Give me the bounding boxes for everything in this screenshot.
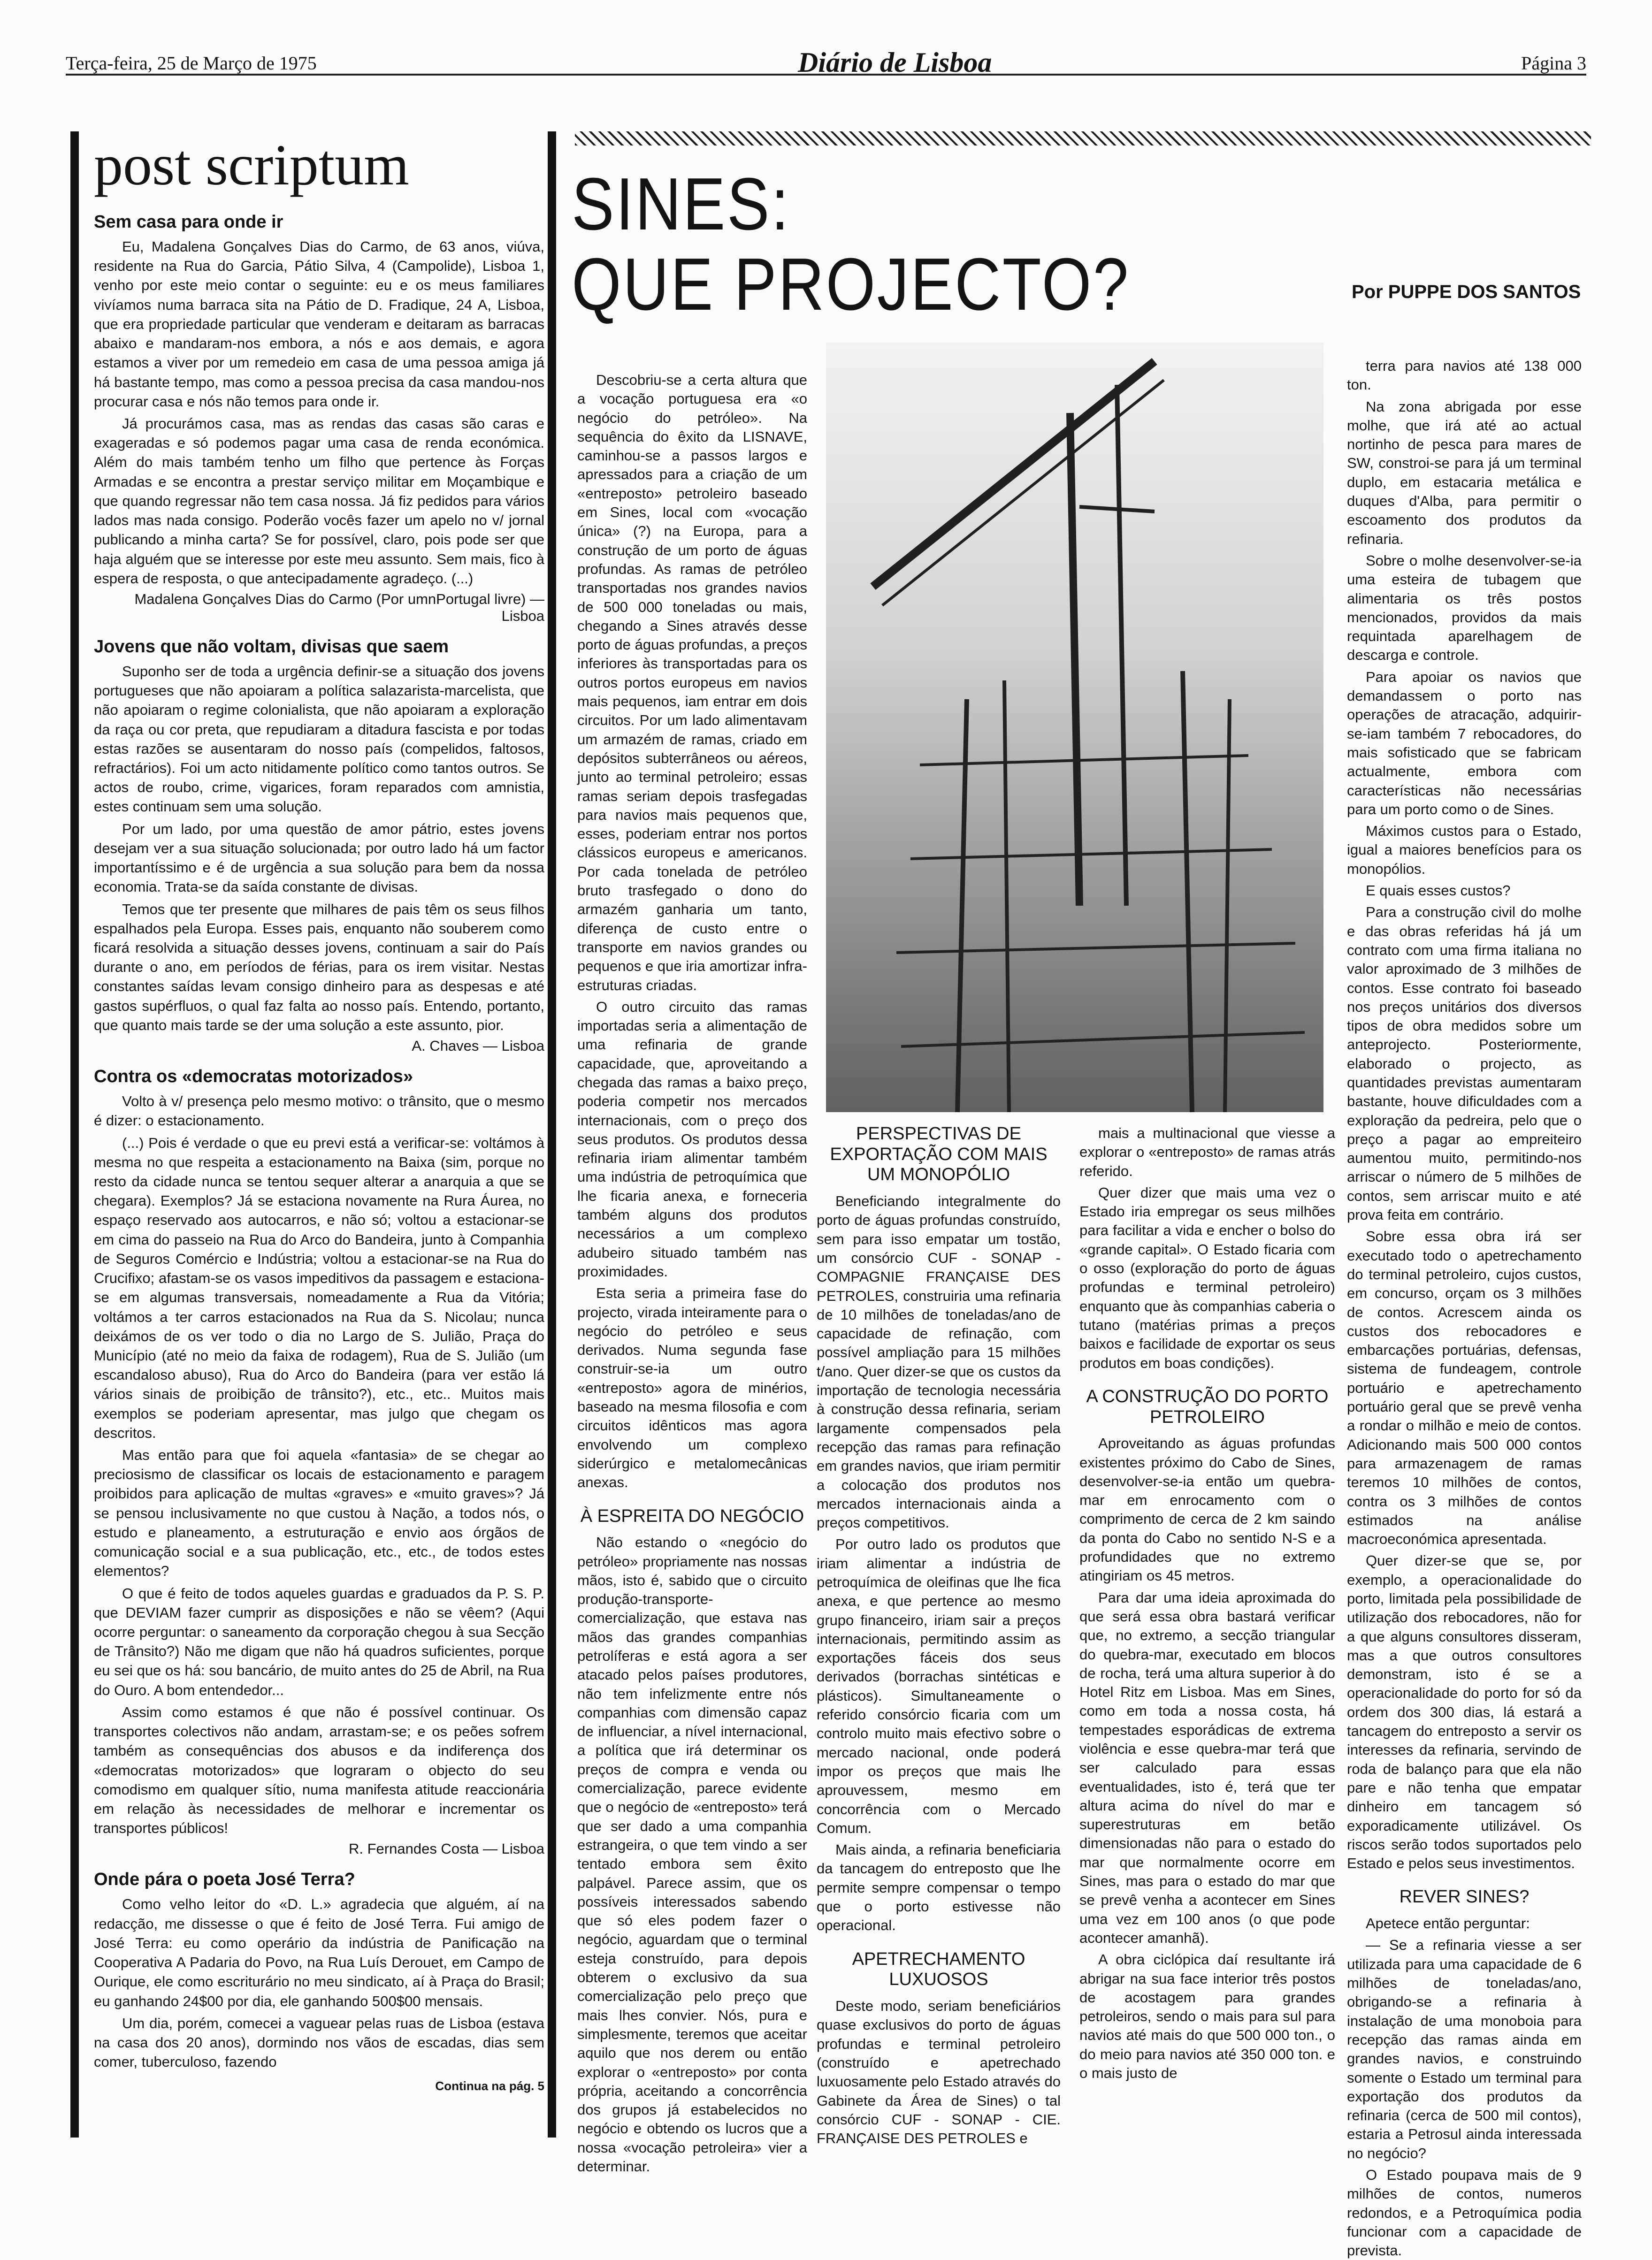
paragraph: Aproveitando as águas profundas existentes próximo do Cabo de Sines, desenvolver-se-ia então um quebra-mar em enrocamento com o comprimento de cerca de 2 km saindo da ponta do Cabo no sentido N-S e a profundidades que no extremo atingiriam os 45 metros. [1079, 1435, 1335, 1584]
letter-paragraph: O que é feito de todos aqueles guardas e graduados da P. S. P. que DEVIAM fazer cumprir as disposições e não se vêem? (Aqui ocorre perguntar: o saneamento da corporação chegou à sua Secção de Trânsito?) Não me digam que não há quadros suficientes, porque eu sei que os há: sou bancário, de muito antes do 25 de Abril, na Rua do Ouro. A bom entendedor... [94, 1585, 544, 1698]
paragraph: terra para navios até 138 000 ton. [1347, 358, 1582, 393]
paragraph: Não estando o «negócio do petróleo» propriamente nas nossas mãos, isto é, sabido que o circuito produção-transporte-comercialização, que estava nas mãos das grandes companhias petrolíferas e está agora a ser atacado pelos países produtores, não tem infelizmente entre nós companhias com dimensão capaz de influenciar, a nível internacional, a política que irá determinar os preços de compra e venda ou comercialização, parece evidente que o negócio de «entreposto» terá que ser dado a uma companhia estrangeira, o que tem vindo a ser tentado embora sem êxito palpável. Parece assim, que os possíveis interessados sabendo que só eles podem fazer o negócio, aguardam que o terminal esteja construído, para depois obterem o exclusivo da sua comercialização pelo preço que mais lhes convier. Nós, pura e simplesmente, teremos que aceitar aquilo que nos derem ou então explorar o «entreposto» por conta própria, aceitando a concorrência dos grupos já estabelecidos no negócio e obtendo os lucros que a nossa «vocação petroleira» vier a determinar. [577, 1534, 807, 2175]
headline-line-1: SINES: [572, 163, 791, 245]
article-column-2 [817, 1124, 1061, 2177]
paragraph: Para dar uma ideia aproximada do que será essa obra bastará verificar que, no extremo, a secção triangular do quebra-mar, executado em blocos de rocha, terá uma altura superior à do Hotel Ritz em Lisboa. Mas em Sines, como em toda a nossa costa, há tempestades esporádicas de extrema violência e esse quebra-mar terá que ser calculado para essas eventualidades, isto é, terá que ter altura acima do nível do mar e superestruturas em betão dimensionadas não para o estado do mar que normalmente ocorre em Sines, mas para o estado do mar que se prevê venha a acontecer em Sines uma vez em 100 anos (o que pode acontecer amanhã). [1079, 1589, 1335, 1946]
subhead-apetrechamento: APETRECHAMENTO LUXUOSOS [852, 1949, 1025, 1990]
subhead-perspectivas: PERSPECTIVAS DE EXPORTAÇÃO COM MAIS UM MONOPÓLIO [830, 1124, 1048, 1185]
post-scriptum-title: post scriptum [94, 133, 409, 197]
post-scriptum-column [94, 133, 544, 2135]
letter-paragraph: Um dia, porém, comecei a vaguear pelas ruas de Lisboa (estava na casa dos 20 anos), dormindo nos vãos de escadas, dias sem comer, tuberculoso, fazendo [94, 2015, 544, 2070]
paragraph: E quais esses custos? [1366, 882, 1511, 899]
paragraph: Quer dizer-se que se, por exemplo, a operacionalidade do porto, limitada pela possibilidade de utilização dos rebocadores, não for a que alguns consultores disseram, mas a que outros consultores demonstram, isto é se a operacionalidade do porto for só da ordem dos 300 dias, lá estará a tancagem do entreposto a servir os interesses da refinaria, servindo de roda de balanço para que ela não pare e não tenha que empatar dinheiro em tancagem só exporadicamente utilizável. Os riscos serão todos suportados pelo Estado e pelos seus investimentos. [1347, 1552, 1582, 1872]
column-3-text [1079, 1124, 1335, 1373]
letter-paragraph: Assim como estamos é que não é possível continuar. Os transportes colectivos não andam, arrastam-se; e os peões sofrem também as consequências dos abusos e da indiferença dos «democratas motorizados» que lograram o objecto do seu comodismo em qualquer sítio, numa manifesta atitude reaccionária em relação às necessidades de melhorar e incrementar os transportes públicos! [94, 1703, 544, 1837]
hatched-banner [575, 131, 1591, 145]
paragraph: Por outro lado os produtos que iriam alimentar a indústria de petroquímica de oleifinas que lhe fica anexa, e que pertence ao mesmo grupo financeiro, iriam sair a preços internacionais, permitindo assim as exportações fáceis dos seus derivados (borrachas sintéticas e plásticos). Simultaneamente o referido consórcio ficaria com um controlo muito mais efectivo sobre o mercado nacional, onde poderá impor os preços que mais lhe aprouvessem, mesmo em concorrência com o Mercado Comum. [817, 1536, 1061, 1836]
column-4-text [1347, 357, 1582, 1873]
letter-paragraph: Por um lado, por uma questão de amor pátrio, estes jovens desejam ver a sua situação solucionada; por outro lado há um factor importantíssimo e é de urgência a sua solução para bem da nossa economia. Trata-se da saída constante de divisas. [94, 820, 544, 895]
continued-note: Continua na pág. 5 [435, 2079, 544, 2093]
letter-heading: Contra os «democratas motorizados» [94, 1067, 413, 1087]
article-headline [572, 164, 1130, 324]
paragraph: Apetece então perguntar: [1366, 1915, 1530, 1932]
column-3b-text [1079, 1434, 1335, 2083]
issue-date: Terça-feira, 25 de Março de 1975 [66, 53, 317, 74]
letter-heading: Onde pára o poeta José Terra? [94, 1870, 355, 1890]
paragraph: Deste modo, seriam beneficiários quase exclusivos do porto de águas profundas e terminal petroleiro (construído e apetrechado luxuosamente pelo Estado através do Gabinete da Área de Sines) o tal consórcio CUF - SONAP - CIE. FRANÇAISE DES PETROLES e [817, 1998, 1061, 2147]
paragraph: Mais ainda, a refinaria beneficiaria da tancagem do entreposto que lhe permite sempre compensar o tempo que o porto estivesse não operacional. [817, 1841, 1061, 1934]
newspaper-name: Diário de Lisboa [798, 47, 992, 78]
letter-paragraph: Já procurámos casa, mas as rendas das casas são caras e exageradas e só podemos pagar uma casa de renda económica. Além do mais também tenho um filho que pertence às Forças Armadas e se encontra a prestar serviço militar em Moçambique e que quando regressar não tem casa nossa. Já fiz pedidos para vários lados mas nada consigo. Poderão vocês fazer um apelo no v/ jornal publicando a minha carta? Se for possível, claro, pois pode ser que haja alguém que se interesse por este meu assunto. Sem mais, fico à espera de resposta, o que antecipadamente agradeço. (...) [94, 415, 544, 587]
letter-signature: Madalena Gonçalves Dias do Carmo (Por umnPortugal livre) — Lisboa [134, 590, 544, 624]
letter-heading: Jovens que não voltam, divisas que saem [94, 636, 449, 657]
paragraph: — Se a refinaria viesse a ser utilizada para uma capacidade de 6 milhões de toneladas/ano, obrigando-se a refinaria à instalação de uma monoboia para recepção das ramas ainda em grandes navios, e construindo somente o Estado um terminal para exportação dos produtos da refinaria (cerca de 500 mil contos), estaria a Petrosul ainda interessada no negócio? [1347, 1937, 1582, 2161]
letters-list [94, 212, 544, 2071]
paragraph: Máximos custos para o Estado, igual a maiores benefícios para os monopólios. [1347, 823, 1582, 877]
paragraph: Para apoiar os navios que demandassem o porto nas operações de atracação, adquirir-se-iam também 7 rebocadores, do mais sofisticado que se fabricam actualmente, embora com características não necessárias para um porto como o de Sines. [1347, 668, 1582, 817]
paragraph: Sobre o molhe desenvolver-se-ia uma esteira de tubagem que alimentaria os três postos mencionados, providos da mais requintada aparelhagem de descarga e controle. [1347, 552, 1582, 664]
letter-signature: R. Fernandes Costa — Lisboa [349, 1840, 544, 1857]
paragraph: Descobriu-se a certa altura que a vocação portuguesa era «o negócio do petróleo». Na sequência do êxito da LISNAVE, caminhou-se a passos largos e apressados para a criação de um «entreposto» petroleiro baseado em Sines, local com «vocação única» (?) na Europa, para a construção de um porto de águas profundas. As ramas de petróleo transportadas nos grandes navios de 500 000 toneladas ou mais, chegando a Sines através desse porto de águas profundas, a preços inferiores às transportadas para os outros portos europeus em navios mais pequenos, iam entrar em dois circuitos. Por um lado alimentavam um armazém de ramas, criado em depósitos subterrâneos ou aéreos, junto ao terminal petroleiro; essas ramas seriam depois trasfegadas para navios mais pequenos que, esses, poderiam entrar nos portos clássicos europeus e americanos. Por cada tonelada de petróleo bruto trasfegado o dono do armazém ganharia um tanto, diferença de custo entre o transporte em navios grandes ou pequenos e que iria amortizar infra-estruturas criadas. [577, 372, 807, 993]
letter-paragraph: Mas então para que foi aquela «fantasia» de se chegar ao preciosismo de classificar os locais de estacionamento e paragem proibidos para aplicação de multas «graves» e «muito graves»? Já se pensou inclusivamente no que custou à Nação, a todos nós, o estudo e planeamento, a estruturação e envio aos órgãos de comunicação social e a sua publicação, etc., etc., de todos estes elementos? [94, 1447, 544, 1580]
letter-paragraph: Suponho ser de toda a urgência definir-se a situação dos jovens portugueses que não apoiaram a política salazarista-marcelista, que não apoiaram o regime colonialista, que não apoiaram a exploração da raça ou cor preta, que repudiaram a ditadura fascista e por todas estas razões se ausentaram do nosso país (compelidos, faltosos, refractários). Foi um acto nitidamente político como tantos outros. Se actos de roubo, crime, vigarices, foram reparados com amnistia, estes continuam sem uma solução. [94, 663, 544, 815]
paragraph: A obra ciclópica daí resultante irá abrigar na sua face interior três postos de acostagem para grandes petroleiros, sendo o mais para sul para navios até mais do que 500 000 ton., o do meio para navios até 350 000 ton. e o mais justo de [1079, 1951, 1335, 2082]
letter-paragraph: Volto à v/ presença pelo mesmo motivo: o trânsito, que o mesmo é dizer: o estacionamento. [94, 1093, 544, 1129]
article-column-4 [1347, 357, 1582, 2259]
crane-illustration [826, 343, 1323, 1112]
paragraph: Na zona abrigada por esse molhe, que irá até ao actual nortinho de pesca para mares de SW, constroi-se para já um terminal duplo, em estacaria metálica e duques d'Alba, para permitir o escoamento dos produtos da refinaria. [1347, 398, 1582, 547]
subhead-espreita: À ESPREITA DO NEGÓCIO [580, 1506, 804, 1526]
column-2b-text [817, 1997, 1061, 2148]
letter-paragraph: Como velho leitor do «D. L.» agradecia que alguém, aí na redacção, me dissesse o que é feito de José Terra. Fui amigo de José Terra: eu como operário da indústria de Panificação na Cooperativa A Padaria do Povo, na Rua Luís Derouet, em Campo de Ourique, ele como escriturário no meu sindicato, aí à Praça do Brasil; eu ganhando 24$00 por dia, ele ganhando 500$00 mensais. [94, 1896, 544, 2009]
article-column-1 [577, 371, 807, 2177]
subhead-construcao: A CONSTRUÇÃO DO PORTO PETROLEIRO [1086, 1386, 1329, 1427]
letter-signature: A. Chaves — Lisboa [412, 1038, 544, 1054]
column-1-text [577, 371, 807, 1492]
paragraph: Esta seria a primeira fase do projecto, virada inteiramente para o negócio do petróleo e seus derivados. Numa segunda fase construir-se-ia um outro «entreposto» agora de minérios, baseado na mesma filosofia e com circuitos idênticos mas agora envolvendo um complexo siderúrgico e metalomecânicas anexas. [577, 1285, 807, 1491]
page-header [66, 49, 1586, 77]
paragraph: O Estado poupava mais de 9 milhões de contos, numeros redondos, e a Petroquímica podia funcionar com a capacidade de prevista. [1347, 2167, 1582, 2259]
column-2-text [817, 1192, 1061, 1935]
page-number: Página 3 [1521, 53, 1586, 74]
paragraph: mais a multinacional que viesse a explorar o «entreposto» de ramas atrás referido. [1079, 1125, 1335, 1179]
crane-photo [826, 343, 1323, 1112]
subhead-rever: REVER SINES? [1399, 1887, 1530, 1907]
column-1b-text [577, 1533, 807, 2176]
paragraph: Para a construção civil do molhe e das obras referidas há já um contrato com uma firma italiana no valor aproximado de 3 milhões de contos. Esse contrato foi baseado nos preços unitários dos diversos tipos de obra medidos sobre um anteprojecto. Posteriormente, elaborado o projecto, as quantidades previstas aumentaram bastante, houve dificuldades com a exploração da pedreira, pelo que o preço a pagar ao empreiteiro aumentou muito, permitindo-nos arriscar o número de 5 milhões de contos, sem arriscar muito e até prova feita em contrário. [1347, 904, 1582, 1223]
letter-paragraph: (...) Pois é verdade o que eu previ está a verificar-se: voltámos à mesma no que respeita a estacionamento na Baixa (sim, porque no resto da cidade nunca se tentou sequer alterar a anarquia a que se chegara). Exemplos? Já se estaciona novamente na Rura Áurea, no espaço reservado aos autocarros, e não só; voltou a estacionar-se em cima do passeio na Rua do Arco do Bandeira, junto à Companhia de Seguros Comércio e Indústria; voltou a estacionar-se na Rua do Crucifixo; afastam-se os vasos impeditivos da passagem e estaciona-se em algumas transversais, nomeadamente a Rua da Vitória; voltámos a ter carros estacionados na Rua da S. Nicolau; nunca deixámos de os ver todo o dia no Largo de S. Julião, Praça do Município (até no meio da faixa de rodagem), Rua de S. Julião (um escandaloso abuso), Rua do Arco do Bandeira (para ver estão lá vários sinais de proibição de trânsito?), etc., etc.. Muitos mais exemplos se poderiam apresentar, mas julgo que chegam os descritos. [94, 1134, 544, 1441]
letter-paragraph: Eu, Madalena Gonçalves Dias do Carmo, de 63 anos, viúva, residente na Rua do Garcia, Pátio Silva, 4 (Campolide), Lisboa 1, venho por este meio contar o seguinte: eu e os meus familiares vivíamos numa barraca sita na Pátio de D. Fradique, 24 A, Lisboa, que era propriedade particular que venderam e deitaram as barracas abaixo e mandaram-nos embora, a nós e aos demais, e agora estamos a viver por um remedeio em casa de uma pessoa amiga já há bastante tempo, mas como a pessoa precisa da casa mandou-nos procurar casa e nós não temos para onde ir. [94, 238, 544, 410]
column-4b-text [1347, 1914, 1582, 2260]
paragraph: Beneficiando integralmente do porto de águas profundas construído, sem para isso empatar um tostão, um consórcio CUF - SONAP - COMPAGNIE FRANÇAISE DES PETROLES, construiria uma refinaria de 10 milhões de toneladas/ano de capacidade de refinação, com possível ampliação para 15 milhões t/ano. Quer dizer-se que os custos da importação de tecnologia necessária à construção dessa refinaria, seriam largamente compensados pela recepção das ramas para refinação em grandes navios, que iriam permitir a colocação dos produtos nos mercados internacionais ainda a preços competitivos. [817, 1193, 1061, 1531]
article-column-3 [1079, 1124, 1335, 2177]
paragraph: O outro circuito das ramas importadas seria a alimentação de uma refinaria de grande capacidade, que, aproveitando a chegada das ramas a baixo preço, poderia competir nos mercados internacionais, com o preço dos seus produtos. Os produtos dessa refinaria iriam alimentar também uma indústria de petroquímica que lhe ficaria anexa, e forneceria também alguns dos produtos necessários a um complexo adubeiro situado também nas proximidades. [577, 998, 807, 1280]
byline: Por PUPPE DOS SANTOS [1352, 282, 1581, 302]
paragraph: Quer dizer que mais uma vez o Estado iria empregar os seus milhões para facilitar a vida e encher o bolso do «grande capital». O Estado ficaria com o osso (exploração do porto de águas profundas e terminal petroleiro) enquanto que às companhias caberia o tutano (matérias primas a preços baixos e facilidade de exportar os seus produtos em boas condições). [1079, 1184, 1335, 1371]
headline-line-2: QUE PROJECTO? [572, 243, 1130, 326]
letter-heading: Sem casa para onde ir [94, 212, 283, 232]
header-rule [66, 74, 1586, 76]
letter-paragraph: Temos que ter presente que milhares de pais têm os seus filhos espalhados pela Europa. Esses pais, enquanto não souberem como ficará resolvida a situação desses jovens, continuam a sair do País durante o ano, em períodos de férias, para os irem visitar. Nestas constantes saídas levam consigo dinheiro para as despesas e até gastos supérfluos, o qual faz falta ao nosso país. Entendo, portanto, que quanto mais tarde se der uma solução a este assunto, pior. [94, 901, 544, 1033]
paragraph: Sobre essa obra irá ser executado todo o apetrechamento do terminal petroleiro, cujos custos, em concurso, orçam os 3 milhões de contos. Acrescem ainda os custos dos rebocadores e embarcações portuárias, defensas, sistema de fundeagem, controle portuário e apetrechamento portuário geral que se prevê venha a rondar o milhão e meio de contos. Adicionando mais 500 000 contos para armazenagem de ramas teremos 10 milhões de contos, contra os 3 milhões de contos estimados na análise macroeconómica apresentada. [1347, 1228, 1582, 1548]
